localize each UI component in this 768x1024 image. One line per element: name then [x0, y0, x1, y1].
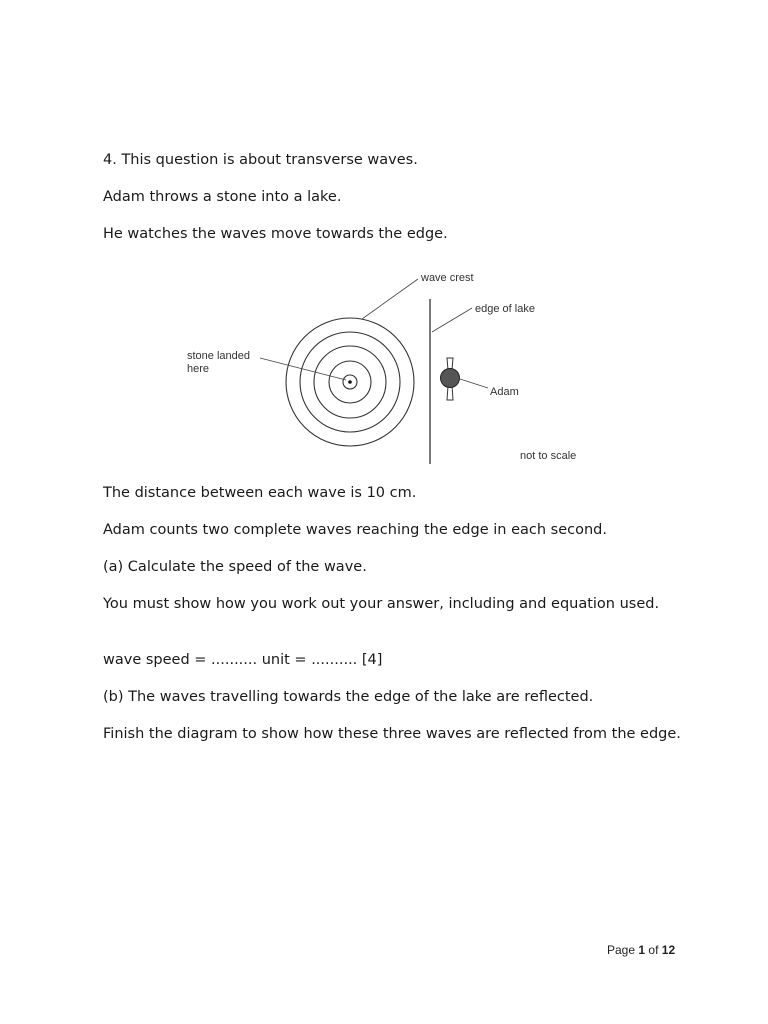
page-footer — [607, 943, 675, 957]
page-word: Page — [607, 943, 636, 957]
counts-text: Adam counts two complete waves reaching the edge in each second. — [103, 522, 607, 538]
stone-label-line-1: stone landed — [187, 350, 250, 362]
page-number: 1 — [638, 943, 646, 957]
adam-leader — [460, 379, 488, 388]
question-line-2: He watches the waves move towards the edge. — [103, 226, 448, 242]
instruction-text: You must show how you work out your answer, including and equation used. — [103, 596, 660, 612]
page-total: 12 — [661, 943, 676, 957]
stone-dot — [348, 380, 352, 384]
not-to-scale-label: not to scale — [520, 450, 577, 462]
of-word: of — [648, 943, 659, 957]
adam-figure — [441, 358, 460, 400]
distance-text: The distance between each wave is 10 cm. — [103, 485, 417, 501]
wave-crest-label: wave crest — [421, 272, 474, 284]
wave-diagram — [170, 266, 600, 466]
answer-line: wave speed = .......... unit = .......... [4] — [103, 652, 383, 668]
part-b-instruction: Finish the diagram to show how these three waves are reflected from the edge. — [103, 726, 681, 742]
wave-crest-leader — [362, 279, 418, 319]
part-b-text: (b) The waves travelling towards the edge of the lake are reflected. — [103, 689, 594, 705]
question-heading: 4. This question is about transverse waves. — [103, 152, 418, 168]
adam-label: Adam — [490, 386, 519, 398]
part-a-text: (a) Calculate the speed of the wave. — [103, 559, 367, 575]
edge-of-lake-label: edge of lake — [475, 303, 535, 315]
question-line-1: Adam throws a stone into a lake. — [103, 189, 342, 205]
edge-leader — [432, 308, 472, 332]
stone-label-line-2: here — [187, 363, 210, 375]
